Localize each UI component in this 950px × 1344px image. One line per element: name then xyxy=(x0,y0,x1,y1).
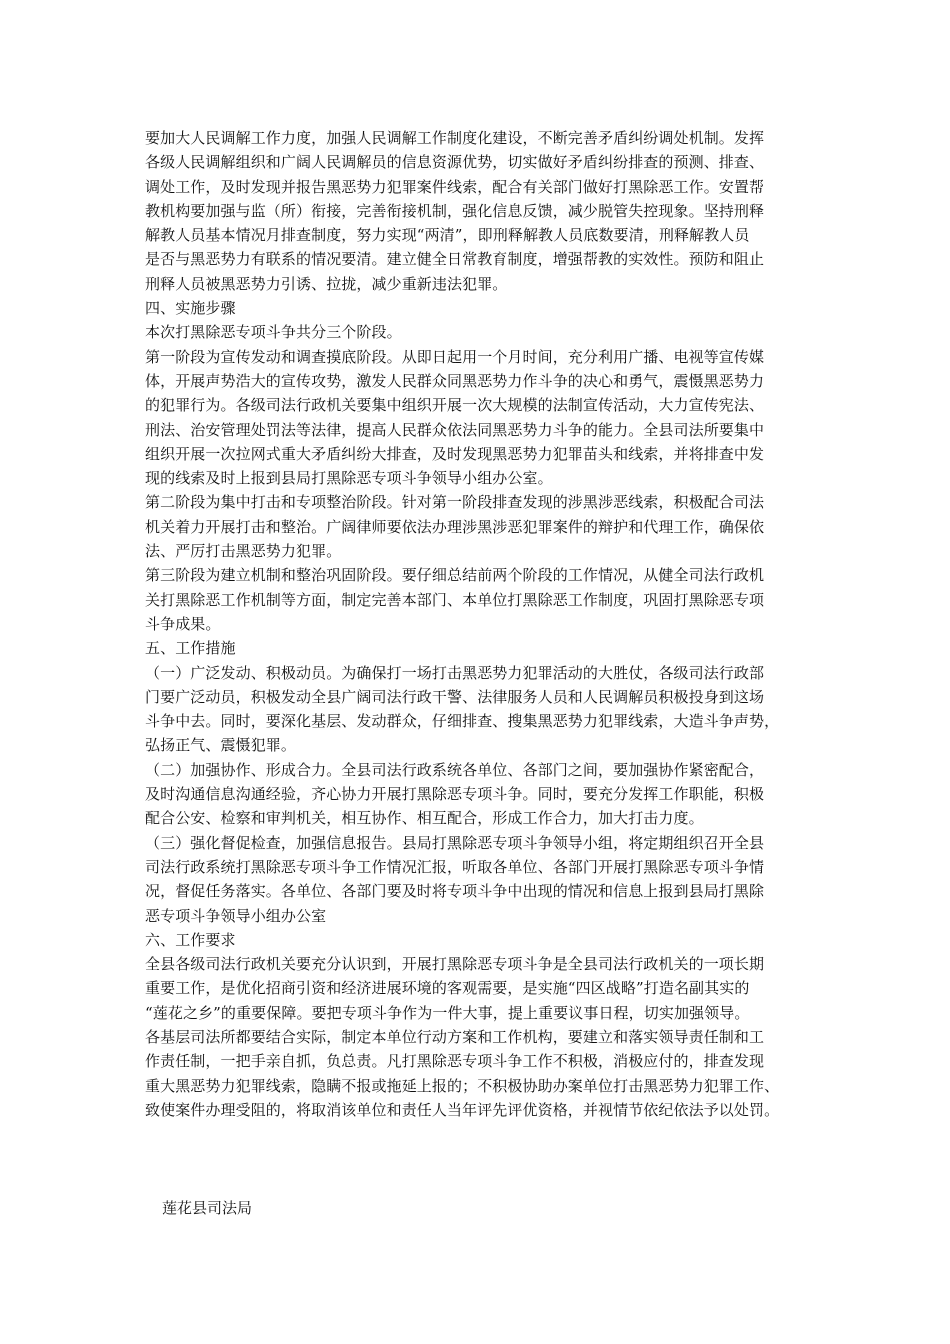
text-line: （一）广泛发动、积极动员。为确保打一场打击黑恶势力犯罪活动的大胜仗，各级司法行政部 xyxy=(145,663,765,682)
text-line: 斗争成果。 xyxy=(145,614,221,633)
text-line: 恶专项斗争领导小组办公室 xyxy=(145,906,327,925)
text-line: 况，督促任务落实。各单位、各部门要及时将专项斗争中出现的情况和信息上报到县局打黑除 xyxy=(145,882,765,901)
text-line: 刑释人员被黑恶势力引诱、拉拢，减少重新违法犯罪。 xyxy=(145,274,508,293)
text-line: 弘扬正气、震慑犯罪。 xyxy=(145,736,297,755)
text-line: 第二阶段为集中打击和专项整治阶段。针对第一阶段排查发现的涉黑涉恶线索，积极配合司法 xyxy=(145,493,765,512)
text-line: 机关着力开展打击和整治。广阔律师要依法办理涉黑涉恶犯罪案件的辩护和代理工作，确保依 xyxy=(145,517,765,536)
text-line: 的犯罪行为。各级司法行政机关要集中组织开展一次大规模的法制宣传活动，大力宣传宪法、 xyxy=(145,396,765,415)
text-line: “莲花之乡”的重要保障。要把专项斗争作为一件大事，提上重要议事日程，切实加强领导。 xyxy=(145,1003,750,1022)
text-line: 作责任制，一把手亲自抓，负总责。凡打黑除恶专项斗争工作不积极，消极应付的，排查发现 xyxy=(145,1052,765,1071)
text-line: 本次打黑除恶专项斗争共分三个阶段。 xyxy=(145,323,402,342)
text-line: 致使案件办理受阻的，将取消该单位和责任人当年评先评优资格，并视情节依纪依法予以处罚。 xyxy=(145,1100,780,1119)
text-line: 及时沟通信息沟通经验，齐心协力开展打黑除恶专项斗争。同时，要充分发挥工作职能，积极 xyxy=(145,785,765,804)
text-line: 全县各级司法行政机关要充分认识到，开展打黑除恶专项斗争是全县司法行政机关的一项长期 xyxy=(145,955,765,974)
text-line: 现的线索及时上报到县局打黑除恶专项斗争领导小组办公室。 xyxy=(145,469,553,488)
text-line: 是否与黑恶势力有联系的情况要清。建立健全日常教育制度，增强帮教的实效性。预防和阻止 xyxy=(145,250,765,269)
text-line: 四、实施步骤 xyxy=(145,299,236,318)
text-line: 各级人民调解组织和广阔人民调解员的信息资源优势，切实做好矛盾纠纷排查的预测、排查、 xyxy=(145,153,765,172)
text-line: （三）强化督促检查，加强信息报告。县局打黑除恶专项斗争领导小组，将定期组织召开全县 xyxy=(145,833,765,852)
text-line: 要加大人民调解工作力度，加强人民调解工作制度化建设，不断完善矛盾纠纷调处机制。发挥 xyxy=(145,129,765,147)
text-line: 教机构要加强与监（所）衔接，完善衔接机制，强化信息反馈，减少脱管失控现象。坚持刑释 xyxy=(145,201,765,220)
text-line: 司法行政系统打黑除恶专项斗争工作情况汇报，听取各单位、各部门开展打黑除恶专项斗争情 xyxy=(145,857,765,876)
text-line: 解教人员基本情况月排查制度，努力实现“两清”，即刑释解教人员底数要清，刑释解教人员 xyxy=(145,226,750,245)
text-line: 斗争中去。同时，要深化基层、发动群众，仔细排查、搜集黑恶势力犯罪线索，大造斗争声势， xyxy=(145,712,780,731)
text-line: 刑法、治安管理处罚法等法律，提高人民群众依法同黑恶势力斗争的能力。全县司法所要集中 xyxy=(145,420,765,439)
issuer-signature: 莲花县司法局 xyxy=(162,1199,253,1217)
text-line: （二）加强协作、形成合力。全县司法行政系统各单位、各部门之间，要加强协作紧密配合， xyxy=(145,760,765,779)
text-line: 体，开展声势浩大的宣传攻势，激发人民群众同黑恶势力作斗争的决心和勇气，震慑黑恶势力 xyxy=(145,371,765,390)
text-line: 第三阶段为建立机制和整治巩固阶段。要仔细总结前两个阶段的工作情况，从健全司法行政机 xyxy=(145,566,765,585)
text-line: 五、工作措施 xyxy=(145,639,236,658)
text-line: 调处工作，及时发现并报告黑恶势力犯罪案件线索，配合有关部门做好打黑除恶工作。安置帮 xyxy=(145,177,765,196)
text-line: 关打黑除恶工作机制等方面，制定完善本部门、本单位打黑除恶工作制度，巩固打黑除恶专项 xyxy=(145,590,765,609)
text-line: 重大黑恶势力犯罪线索，隐瞒不报或拖延上报的；不积极协助办案单位打击黑恶势力犯罪工作、 xyxy=(145,1076,780,1095)
text-line: 法、严厉打击黑恶势力犯罪。 xyxy=(145,542,342,561)
text-line: 配合公安、检察和审判机关，相互协作、相互配合，形成工作合力，加大打击力度。 xyxy=(145,809,704,828)
text-line: 重要工作，是优化招商引资和经济进展环境的客观需要，是实施“四区战略”打造名副其实的 xyxy=(145,979,750,998)
text-line: 第一阶段为宣传发动和调查摸底阶段。从即日起用一个月时间，充分利用广播、电视等宣传媒 xyxy=(145,347,765,366)
text-line: 组织开展一次拉网式重大矛盾纠纷大排查，及时发现黑恶势力犯罪苗头和线索，并将排查中发 xyxy=(145,444,765,463)
text-line: 门要广泛动员，积极发动全县广阔司法行政干警、法律服务人员和人民调解员积极投身到这场 xyxy=(145,687,765,706)
text-line: 六、工作要求 xyxy=(145,930,236,949)
text-line: 各基层司法所都要结合实际，制定本单位行动方案和工作机构，要建立和落实领导责任制和工 xyxy=(145,1027,765,1046)
document-body xyxy=(145,126,815,1122)
